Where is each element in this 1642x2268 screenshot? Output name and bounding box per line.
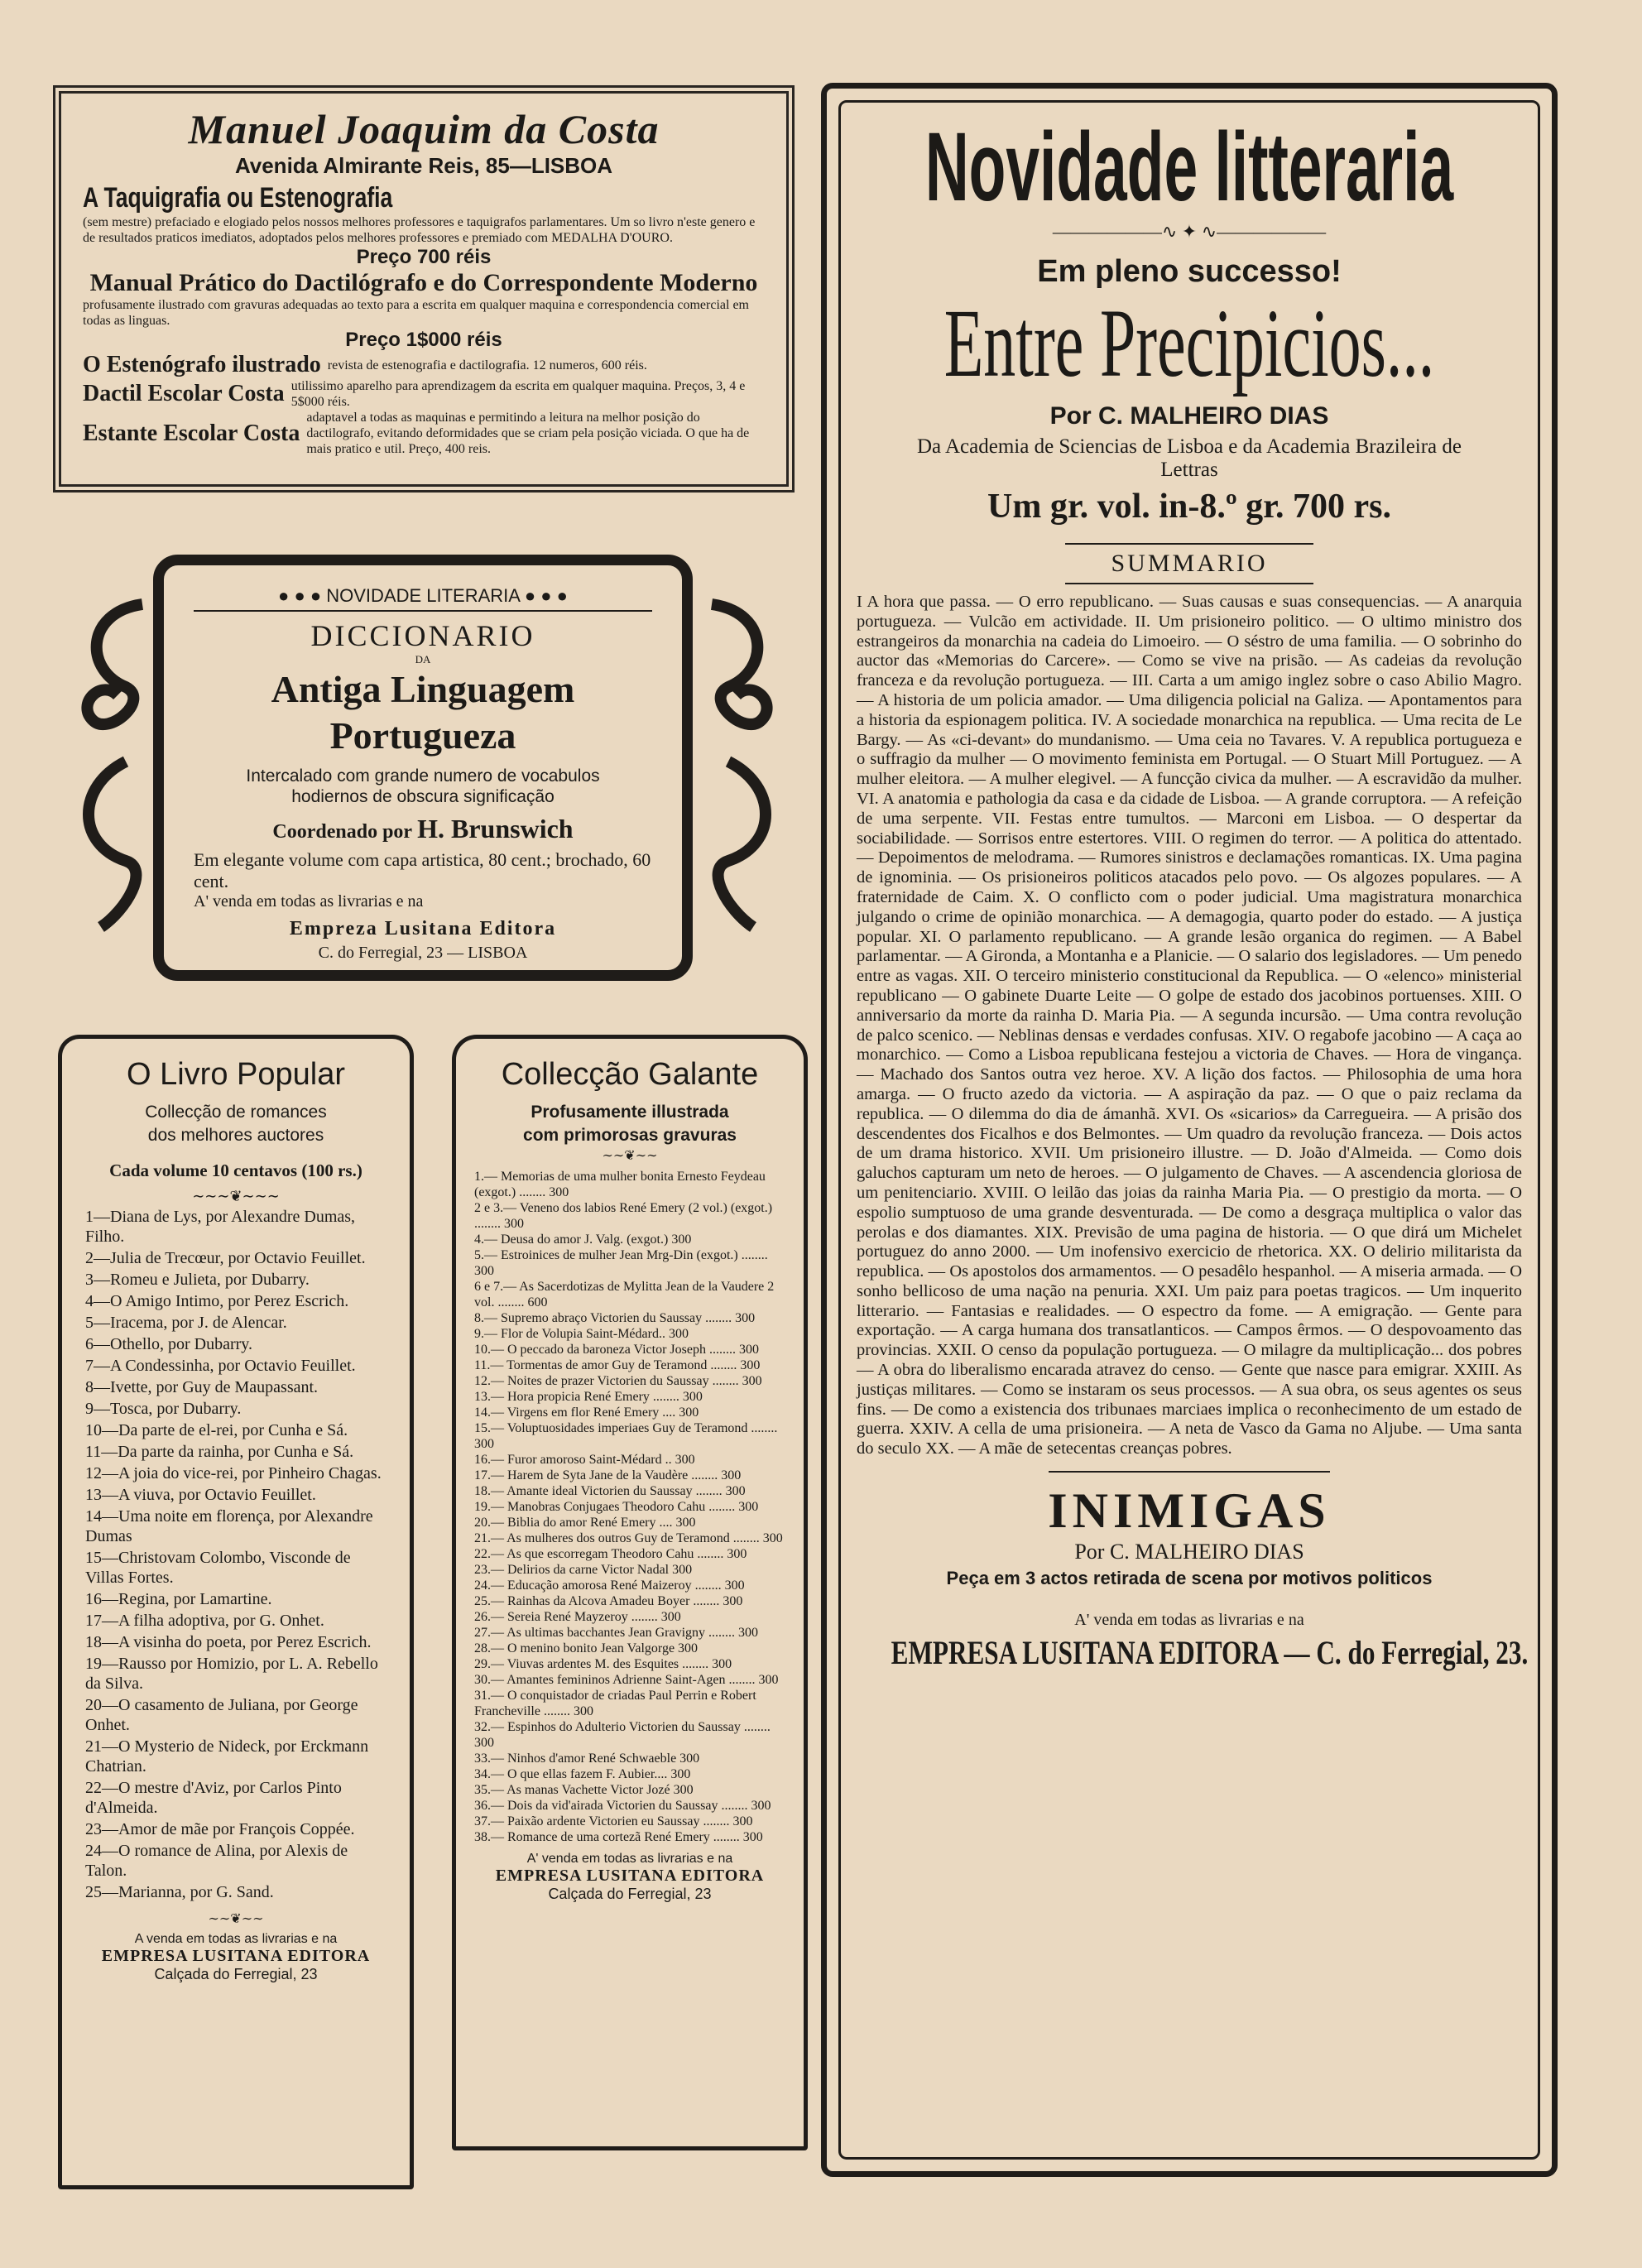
galante-item: 16.— Furor amoroso Saint-Médard .. 300 <box>474 1453 695 1467</box>
right-flourish-ornament <box>703 596 778 944</box>
livro-popular-subtitle2: dos melhores auctores <box>147 1126 324 1145</box>
novidade-summary-title: SUMMARIO <box>1111 550 1268 577</box>
galante-item: 23.— Delirios da carne Victor Nadal 300 <box>474 1563 693 1577</box>
galante-item: 22.— As que escorregam Theodoro Cahu ........ 300 <box>474 1547 747 1561</box>
galante-item: 28.— O menino bonito Jean Valgorge 300 <box>474 1641 699 1655</box>
novidade-inimigas-desc: Peça em 3 actos retirada de scena por motivos politicos <box>946 1568 1433 1589</box>
galante-item: 37.— Paixão ardente Victorien eu Saussay ........ 300 <box>474 1814 753 1828</box>
ad-dic-author: H. Brunswich <box>417 814 574 843</box>
livro-popular-item: 6—Othello, por Dubarry. <box>85 1335 252 1353</box>
livro-popular-item: 23—Amor de mãe por François Coppée. <box>85 1820 355 1838</box>
left-flourish-ornament <box>76 596 151 944</box>
livro-popular-item: 22—O mestre d'Aviz, por Carlos Pinto d'Almeida. <box>85 1779 342 1817</box>
livro-popular-item: 14—Uma noite em florença, por Alexandre Dumas <box>85 1507 373 1545</box>
livro-popular-subtitle1: Collecção de romances <box>145 1103 327 1122</box>
galante-item: 10.— O peccado da baroneza Victor Joseph ........ 300 <box>474 1343 759 1357</box>
ad-dic-sale: A' venda em todas as livrarias e na <box>194 892 424 911</box>
galante-item: 1.— Memorias de uma mulher bonita Ernesto Feydeau (exgot.) ........ 300 <box>474 1170 766 1199</box>
galante-item: 5.— Estroinices de mulher Jean Mrg-Din (exgot.) ........ 300 <box>474 1248 768 1278</box>
divider <box>1065 583 1313 584</box>
livro-popular-item: 3—Romeu e Julieta, por Dubarry. <box>85 1271 310 1289</box>
galante-item: 19.— Manobras Conjugaes Theodoro Cahu ........ 300 <box>474 1500 759 1514</box>
galante-publisher: EMPRESA LUSITANA EDITORA <box>495 1867 765 1885</box>
livro-popular-item: 12—A joia do vice-rei, por Pinheiro Chagas. <box>85 1464 382 1482</box>
ad-dic-publisher: Empreza Lusitana Editora <box>289 918 557 939</box>
livro-popular-sale: A venda em todas as livrarias e na <box>134 1932 338 1946</box>
livro-popular-item: 11—Da parte da rainha, por Cunha e Sá. <box>85 1443 354 1461</box>
galante-item: 20.— Biblia do amor René Emery .... 300 <box>474 1516 696 1530</box>
ad-costa <box>53 85 795 493</box>
livro-popular-item: 24—O romance de Alina, por Alexis de Talon. <box>85 1842 348 1880</box>
ad-dic-da: DA <box>415 653 431 666</box>
galante-item: 26.— Sereia René Mayzeroy ........ 300 <box>474 1610 681 1624</box>
ad-costa-address: Avenida Almirante Reis, 85—LISBOA <box>234 153 613 178</box>
galante-item: 25.— Rainhas da Alcova Amadeu Boyer ........ 300 <box>474 1594 743 1608</box>
ad-costa-book1-price: Preço 700 réis <box>356 246 492 268</box>
ad-costa-book2-desc: profusamente ilustrado com gravuras adequadas ao texto para a escrita em qualquer maquina e correspondencia comercial em todas as linguas. <box>83 298 749 328</box>
ad-livro-popular <box>58 1035 414 2189</box>
galante-item: 24.— Educação amorosa René Maizeroy ........ 300 <box>474 1578 745 1593</box>
divider-ornament: ∼∼∼❦∼∼∼ <box>192 1188 280 1204</box>
galante-item: 30.— Amantes femininos Adrienne Saint-Agen ........ 300 <box>474 1673 779 1687</box>
galante-item: 33.— Ninhos d'amor René Schwaeble 300 <box>474 1751 700 1766</box>
ad-costa-item1-title: O Estenógrafo ilustrado <box>83 352 321 377</box>
novidade-tagline: Em pleno successo! <box>1037 254 1342 289</box>
livro-popular-item: 10—Da parte de el-rei, por Cunha e Sá. <box>85 1421 348 1439</box>
ad-colleccao-galante <box>452 1035 808 2150</box>
ad-costa-name: Manuel Joaquim da Costa <box>188 106 660 152</box>
divider-ornament: ——————∿ ✦ ∿—————— <box>1052 221 1327 242</box>
novidade-inimigas: INIMIGAS <box>1048 1483 1331 1539</box>
galante-subtitle2: com primorosas gravuras <box>523 1126 737 1145</box>
galante-item: 9.— Flor de Volupia Saint-Médard.. 300 <box>474 1327 689 1341</box>
livro-popular-item: 17—A filha adoptiva, por G. Onhet. <box>85 1612 324 1630</box>
ad-costa-item3-title: Estante Escolar Costa <box>83 420 300 446</box>
ad-diccionario <box>153 555 693 981</box>
livro-popular-item: 20—O casamento de Juliana, por George Onhet. <box>85 1696 358 1734</box>
livro-popular-item: 8—Ivette, por Guy de Maupassant. <box>85 1378 319 1396</box>
livro-popular-item: 16—Regina, por Lamartine. <box>85 1590 272 1608</box>
livro-popular-item: 13—A viuva, por Octavio Feuillet. <box>85 1486 316 1504</box>
ad-dic-pub-addr: C. do Ferregial, 23 — LISBOA <box>318 944 528 962</box>
livro-popular-address: Calçada do Ferregial, 23 <box>154 1966 318 1982</box>
ad-costa-book1-title: A Taquigrafia ou Estenografia <box>83 182 393 214</box>
galante-item: 17.— Harem de Syta Jane de la Vaudère ........ 300 <box>474 1468 742 1482</box>
livro-popular-item: 9—Tosca, por Dubarry. <box>85 1400 242 1418</box>
galante-item: 34.— O que ellas fazem F. Aubier.... 300 <box>474 1767 691 1781</box>
galante-item: 2 e 3.— Veneno dos labios René Emery (2 vol.) (exgot.) ........ 300 <box>474 1201 773 1231</box>
livro-popular-item: 19—Rausso por Homizio, por L. A. Rebello da Silva. <box>85 1655 378 1693</box>
galante-item: 35.— As manas Vachette Victor Jozé 300 <box>474 1783 694 1797</box>
novidade-headline: Novidade litteraria <box>924 113 1454 222</box>
divider <box>1049 1471 1330 1473</box>
ad-costa-item1-desc: revista de estenografia e dactilografia. 12 numeros, 600 réis. <box>327 358 647 372</box>
livro-popular-item: 7—A Condessinha, por Octavio Feuillet. <box>85 1357 356 1375</box>
ad-costa-item2-title: Dactil Escolar Costa <box>83 381 285 406</box>
galante-item: 27.— As ultimas bacchantes Jean Gravigny ........ 300 <box>474 1626 759 1640</box>
galante-item: 18.— Amante ideal Victorien du Saussay ........ 300 <box>474 1484 746 1498</box>
ad-costa-book2-title: Manual Prático do Dactilógrafo e do Correspondente Moderno <box>89 269 758 296</box>
livro-popular-item: 4—O Amigo Intimo, por Perez Escrich. <box>85 1292 349 1310</box>
galante-list <box>474 1169 785 1845</box>
galante-sale: A' venda em todas as livrarias e na <box>526 1852 733 1866</box>
livro-popular-publisher: EMPRESA LUSITANA EDITORA <box>101 1947 371 1965</box>
novidade-title: Entre Precipicios... <box>943 289 1435 397</box>
divider <box>1065 543 1313 545</box>
novidade-summary: I A hora que passa. — O erro republicano. — Suas causas e suas consequencias. — A anarquia portugueza. — Vulcão em actividade. II. Um prisioneiro politico. — O ultimo ministro dos estrangeiros da monarchia na cadeia do Limoeiro. — O séstro de uma familia. — O sobrinho do auctor das «Memorias do Carcere». — Como se vive na prisão. — As cadeias da revolução franceza e da revolução portugueza. — III. Carta a um amigo inglez sobre o caso Abilio Magro. — A historia de um policia amador. — Uma diligencia policial na Galiza. — Apontamentos para a historia da espionagem politica. IV. A sociedade monarchica na republica. — Uma recita de Le Bargy. — As «ci-devant» do mundanismo. — Uma ceia no Tavares. V. A republica portugueza e o suffragio da mulher — O movimento feminista em Portugal. — O Stuart Mill Portuguez. — A mulher eleitora. — A mulher elegivel. — A funcção civica da mulher. — A escravidão da mulher. VI. A anatomia e pathologia da casa e da cidade de Lisboa. — A grande corruptora. — A refeição de uma serpente. VII. Festas entre tumultos. — Marconi em Lisboa. — O despertar da sociabilidade. — Sorrisos entre estertores. VIII. O regimen do terror. — A politica do attentado. — Depoimentos de melodrama. — Rumores sinistros e declamações romanticas. IX. Uma pagina de ignominia. — Os prisioneiros politicos atacados pelo povo. — Os algozes populares. — A fraternidade de Caim. X. O conflicto com o poder judicial. Uma magistratura monarchica julgando o crime de opinião monarchica. — A demagogia, quarto poder do estado. — A justiça popular. XI. O parlamento republicano. — A grande lesão organica do regimen. — A Babel parlamentar. — A Gironda, a Montanha e a Planicie. — O salario dos legisladores. — Um penedo entre as vagas. XII. O terceiro ministerio constitucional da Republica. — O «elenco» ministerial republicano — O gabinete Duarte Leite — O golpe de estado dos jacobinos portuenses. XIII. O anniversario da morte da rainha D. Maria Pia. — A segunda incursão. — Uma contra revolução de palco scenico. — Neblinas densas e verdades confusas. XIV. O regabofe jacobino — A caça ao monarchico. — Como a Lisboa republicana festejou a victoria de Chaves. — Hora de vingança. — Machado dos Santos outra vez heroe. XV. A lição dos factos. — Philosophia de uma hora amarga. — O fructo azedo da victoria. — A aspiração da paz. — O que o paiz reclama da republica. — O dilemma do dia de ámanhã. XVI. Os «sicarios» da Carregueira. — A prisão dos descendentes dos Ficalhos e dos Belmontes. — Um quadro da revolução franceza. — Dois actos de um drama historico. XVII. Um prisioneiro illustre. — D. João d'Almeida. — Como dois galuchos capturam um neto de heroes. — O julgamento de Chaves. — A ascendencia gloriosa de um penitenciario. XVIII. O leilão das joias da rainha Maria Pia. — O prestigio da morta. — O espolio sumptuoso de uma grande desventurada. — De como a desgraça multiplica o valor das perolas e dos diamantes. XIX. Previsão de uma pagina de historia. — O que dirá um Michelet portuguez do anno 2000. — Um inofensivo exercicio de rhetorica. XX. O delirio militarista da republica. — Os apostolos dos armamentos. — O pesadêlo hespanhol. — A miseria armada. — O sonho bellicoso de uma nação na penuria. XXI. Um paiz para poetas tragicos. — Um inquerito litterario. — Fantasias e realidades. — O espectro da fome. — A emigração. — Gente para exportação. — A carga humana dos transatlanticos. — Campos êrmos. — O despovoamento das provincias. XXII. O censo da população portugueza. — O milagre da multiplicação... dos pobres — A obra do liberalismo encarada atravez do censo. — Gente que nasce para emigrar. XXIII. As justiças militares. — Como se instaram os seus processos. — A sua obra, os seus agentes os seus fins. — De como a existencia dos tribunaes marciaes implica o reconhecimento de um estado de guerra. XXIV. A cella de uma prisioneira. — A neta de Vasco da Gama no Aljube. — Uma santa do seculo XX. — A mãe de setecentas creanças pobres. <box>857 593 1522 1458</box>
divider-ornament: ∼∼❦∼∼ <box>602 1149 658 1163</box>
ad-dic-edition: Em elegante volume com capa artistica, 80 cent.; brochado, 60 cent. <box>194 849 651 891</box>
novidade-academy: Da Academia de Sciencias de Lisboa e da Academia Brazileira de Lettras <box>916 435 1462 481</box>
novidade-publisher: EMPRESA LUSITANA EDITORA — C. do Ferregial, 23. <box>891 1634 1529 1672</box>
ad-dic-title2: Antiga Linguagem Portugueza <box>271 668 575 757</box>
galante-address: Calçada do Ferregial, 23 <box>548 1886 712 1902</box>
galante-item: 12.— Noites de prazer Victorien du Saussay ........ 300 <box>474 1374 762 1388</box>
livro-popular-price: Cada volume 10 centavos (100 rs.) <box>109 1160 362 1180</box>
livro-popular-list <box>85 1207 386 1902</box>
galante-item: 14.— Virgens em flor René Emery .... 300 <box>474 1405 699 1420</box>
novidade-inimigas-author: Por C. MALHEIRO DIAS <box>1074 1540 1304 1564</box>
galante-item: 36.— Dois da vid'airada Victorien du Saussay ........ 300 <box>474 1799 771 1813</box>
galante-item: 29.— Viuvas ardentes M. des Esquites ........ 300 <box>474 1657 732 1671</box>
galante-subtitle1: Profusamente illustrada <box>531 1103 729 1122</box>
livro-popular-item: 2—Julia de Trecœur, por Octavio Feuillet. <box>85 1249 366 1267</box>
livro-popular-item: 18—A visinha do poeta, por Perez Escrich. <box>85 1633 372 1651</box>
livro-popular-item: 21—O Mysterio de Nideck, por Erckmann Chatrian. <box>85 1737 369 1775</box>
ad-novidade-litteraria <box>821 83 1558 2177</box>
ad-costa-book1-desc: (sem mestre) prefaciado e elogiado pelos nossos melhores professores e taquigrafos parlamentares. Um so livro n'este genero e de resultados praticos imediatos, adoptados pelos melhores professores e premiado com MEDALHA D'OURO. <box>83 215 756 245</box>
ad-dic-banner: ● ● ● NOVIDADE LITERARIA ● ● ● <box>194 585 652 612</box>
livro-popular-item: 25—Marianna, por G. Sand. <box>85 1883 274 1901</box>
ad-costa-item3-desc: adaptavel a todas as maquinas e permitindo a leitura na melhor posição do dactilografo, evitando deformidades que se criam pela posição viciada. O que ha de mais pratico e util. Preço, 400 reis. <box>306 411 750 456</box>
galante-item: 11.— Tormentas de amor Guy de Teramond ........ 300 <box>474 1358 761 1372</box>
galante-item: 15.— Voluptuosidades imperiaes Guy de Teramond ........ 300 <box>474 1421 778 1451</box>
galante-item: 8.— Supremo abraço Victorien du Saussay ........ 300 <box>474 1311 756 1325</box>
livro-popular-item: 5—Iracema, por J. de Alencar. <box>85 1314 287 1332</box>
galante-title: Collecção Galante <box>501 1057 759 1092</box>
divider-ornament: ∼∼❦∼∼ <box>208 1912 264 1926</box>
galante-item: 21.— As mulheres dos outros Guy de Teramond ........ 300 <box>474 1531 783 1545</box>
galante-item: 6 e 7.— As Sacerdotizas de Mylitta Jean de la Vaudere 2 vol. ........ 600 <box>474 1280 775 1309</box>
galante-item: 32.— Espinhos do Adulterio Victorien du Saussay ........ 300 <box>474 1720 771 1750</box>
livro-popular-item: 1—Diana de Lys, por Alexandre Dumas, Filho. <box>85 1208 356 1246</box>
ad-dic-desc: Intercalado com grande numero de vocabulos hodiernos de obscura significação <box>246 766 600 806</box>
novidade-sale: A' venda em todas as livrarias e na <box>1074 1611 1304 1630</box>
galante-item: 4.— Deusa do amor J. Valg. (exgot.) 300 <box>474 1233 692 1247</box>
ad-dic-title1: DICCIONARIO <box>310 619 535 652</box>
livro-popular-title: O Livro Popular <box>126 1057 345 1092</box>
ad-dic-coord: Coordenado por <box>272 821 413 843</box>
ad-costa-item2-desc: utilissimo aparelho para aprendizagem da escrita em qualquer maquina. Preços, 3, 4 e 5$000 réis. <box>290 379 746 409</box>
livro-popular-item: 15—Christovam Colombo, Visconde de Villas Fortes. <box>85 1549 351 1587</box>
novidade-volume: Um gr. vol. in-8.º gr. 700 rs. <box>987 488 1391 526</box>
galante-item: 13.— Hora propicia René Emery ........ 300 <box>474 1390 703 1404</box>
ad-costa-book2-price: Preço 1$000 réis <box>345 329 502 351</box>
galante-item: 38.— Romance de uma cortezã René Emery ........ 300 <box>474 1830 763 1844</box>
novidade-author: Por C. MALHEIRO DIAS <box>1049 402 1329 430</box>
galante-item: 31.— O conquistador de criadas Paul Perrin e Robert Francheville ........ 300 <box>474 1689 756 1718</box>
